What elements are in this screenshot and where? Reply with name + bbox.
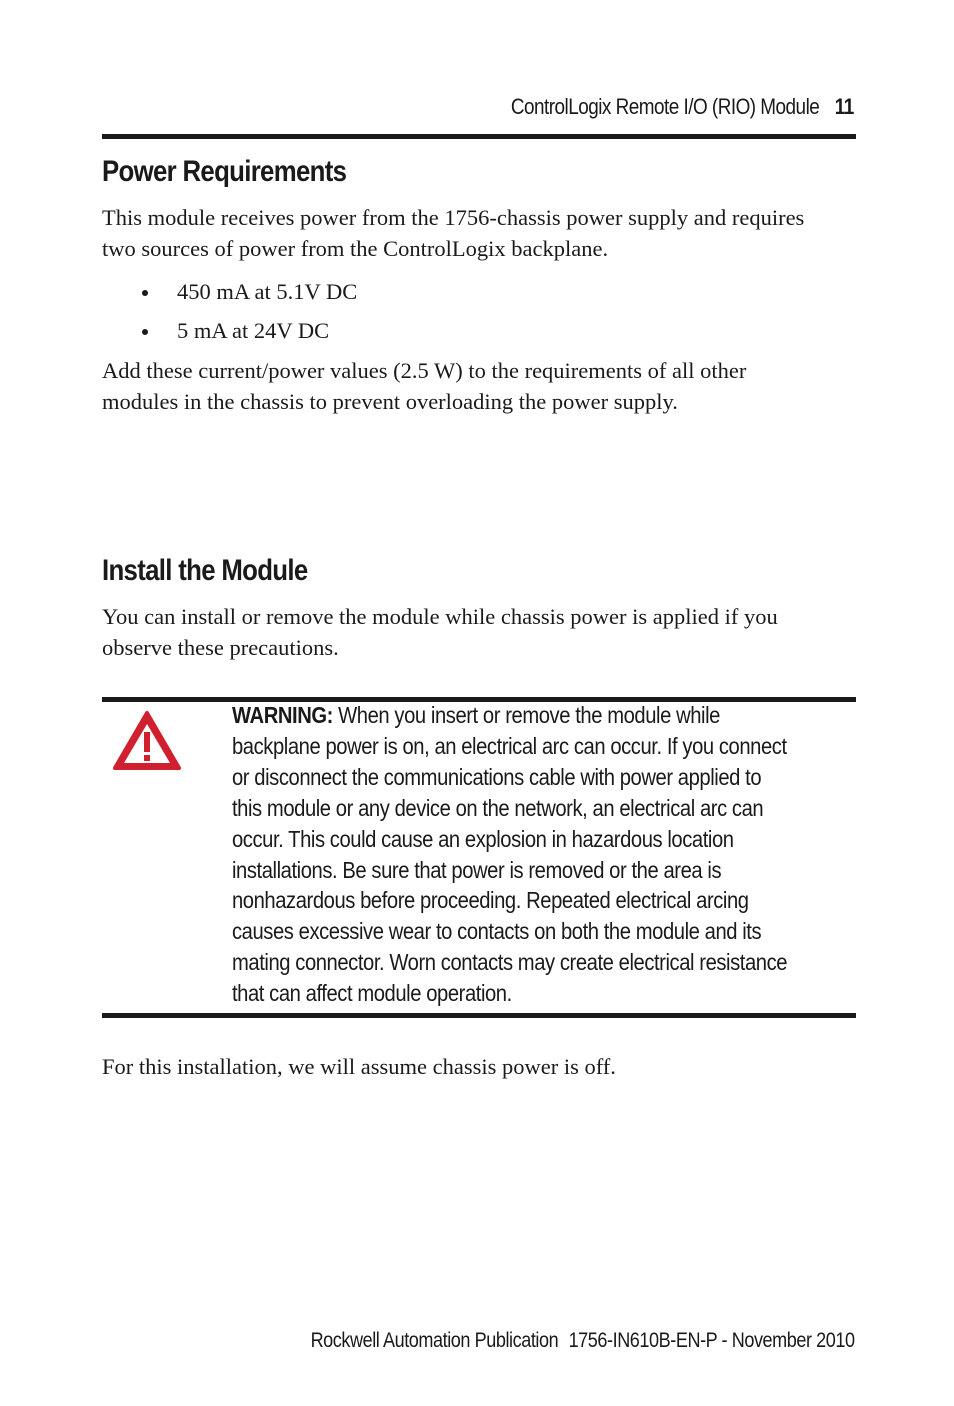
section-heading-power-requirements: Power Requirements	[102, 155, 347, 188]
bullet-icon	[142, 290, 148, 296]
warning-line-8: causes excessive wear to contacts on both the module and its	[232, 918, 762, 945]
section-heading-install-module: Install the Module	[102, 554, 308, 587]
warning-line-10: that can affect module operation.	[232, 980, 512, 1007]
warning-line-7: nonhazardous before proceeding. Repeated electrical arcing	[232, 887, 749, 914]
power-bullet-list	[140, 276, 357, 354]
bullet-icon	[142, 329, 148, 335]
warning-line-6: installations. Be sure that power is removed or the area is	[232, 856, 722, 883]
bullet-text: 450 mA at 5.1V DC	[177, 279, 358, 304]
warning-line-2: backplane power is on, an electrical arc can occur. If you connect	[232, 732, 787, 759]
warning-line-5: occur. This could cause an explosion in hazardous location	[232, 825, 734, 852]
header-rule	[102, 134, 856, 139]
power-note-line-1: Add these current/power values (2.5 W) to the requirements of all other	[102, 358, 747, 383]
install-intro-line-2: observe these precautions.	[102, 635, 339, 660]
page-footer	[311, 1329, 855, 1353]
warning-triangle-icon	[112, 710, 182, 772]
warning-label: WARNING:	[232, 702, 333, 728]
warning-bottom-rule	[102, 1013, 856, 1018]
footer-publication-id: 1756-IN610B-EN-P - November 2010	[568, 1329, 855, 1352]
install-closing-paragraph: For this installation, we will assume chassis power is off.	[102, 1054, 616, 1079]
page-number: 11	[835, 94, 854, 119]
warning-message	[232, 700, 817, 1009]
warning-line-3: or disconnect the communications cable with power applied to	[232, 763, 762, 790]
warning-line-1: When you insert or remove the module while	[332, 702, 720, 728]
warning-line-9: mating connector. Worn contacts may create electrical resistance	[232, 949, 788, 976]
bullet-text: 5 mA at 24V DC	[177, 318, 330, 343]
power-intro-paragraph	[102, 202, 862, 264]
page-header	[511, 94, 854, 120]
header-title: ControlLogix Remote I/O (RIO) Module	[511, 94, 820, 119]
power-intro-line-1: This module receives power from the 1756-chassis power supply and requires	[102, 205, 805, 230]
install-intro-line-1: You can install or remove the module while chassis power is applied if you	[102, 604, 778, 629]
footer-publisher: Rockwell Automation Publication	[310, 1329, 559, 1352]
list-item	[140, 315, 357, 354]
warning-line-4: this module or any device on the network, an electrical arc can	[232, 794, 764, 821]
power-note-paragraph	[102, 355, 862, 417]
install-intro-paragraph	[102, 601, 862, 663]
power-intro-line-2: two sources of power from the ControlLogix backplane.	[102, 236, 609, 261]
power-note-line-2: modules in the chassis to prevent overloading the power supply.	[102, 389, 678, 414]
list-item	[140, 276, 357, 315]
